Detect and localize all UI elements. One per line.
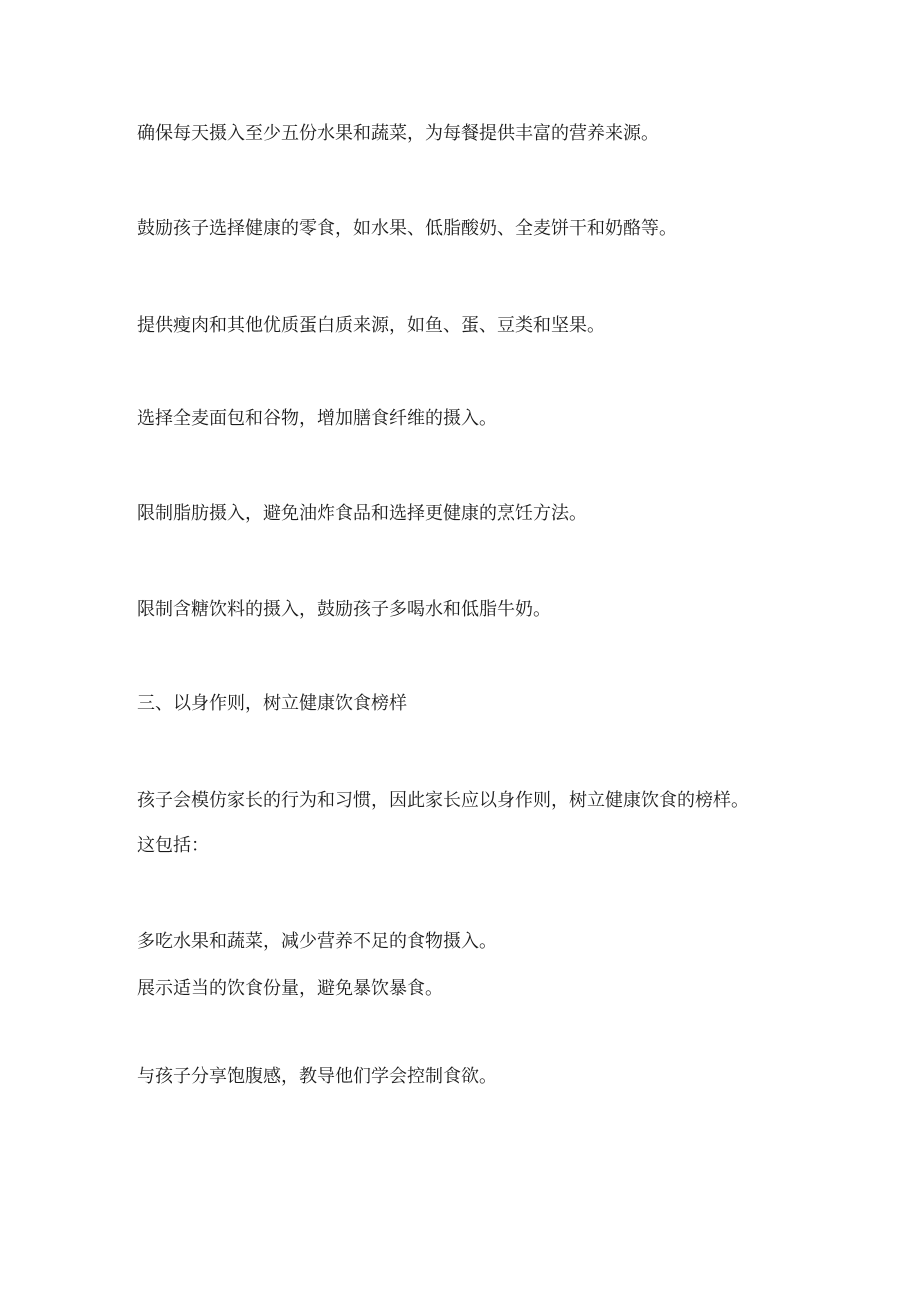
paragraph: 鼓励孩子选择健康的零食，如水果、低脂酸奶、全麦饼干和奶酪等。 (137, 218, 677, 239)
list-item: 与孩子分享饱腹感，教导他们学会控制食欲。 (137, 1066, 497, 1087)
list-item: 展示适当的饮食份量，避免暴饮暴食。 (137, 978, 443, 999)
paragraph: 限制含糖饮料的摄入，鼓励孩子多喝水和低脂牛奶。 (137, 599, 551, 620)
paragraph: 选择全麦面包和谷物，增加膳食纤维的摄入。 (137, 408, 497, 429)
paragraph: 提供瘦肉和其他优质蛋白质来源，如鱼、蛋、豆类和坚果。 (137, 315, 605, 336)
section-heading: 三、以身作则，树立健康饮食榜样 (137, 693, 407, 714)
intro-line-1: 孩子会模仿家长的行为和习惯，因此家长应以身作则，树立健康饮食的榜样。 (137, 790, 749, 811)
list-item: 多吃水果和蔬菜，减少营养不足的食物摄入。 (137, 931, 497, 952)
paragraph: 确保每天摄入至少五份水果和蔬菜，为每餐提供丰富的营养来源。 (137, 123, 659, 144)
intro-line-2: 这包括： (137, 835, 209, 856)
paragraph: 限制脂肪摄入，避免油炸食品和选择更健康的烹饪方法。 (137, 503, 587, 524)
